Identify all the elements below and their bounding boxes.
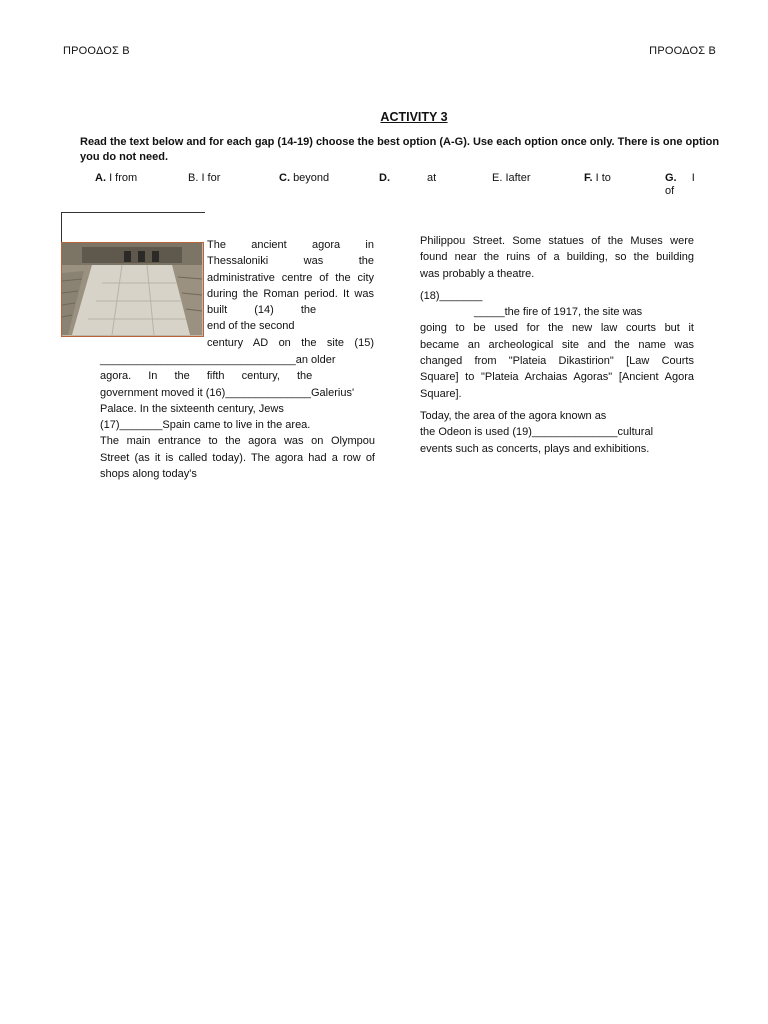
agora-illustration [62,243,202,335]
text-line: changed from "Plateia Dikastirion" [Law Courts [420,355,694,368]
header-left: ΠΡΟΟΔΟΣ Β [63,45,130,57]
option-a [95,172,137,185]
option-letter: F. [584,172,593,184]
text-line: became an archeological site and the name was [420,338,694,351]
paragraph [420,288,694,402]
text-line: government moved it (16)______________Galerius' [100,386,355,399]
text-line: found near the ruins of a building, so the building [420,251,694,264]
text-line: ________________________________an older [100,354,336,366]
option-text: E. Iafter [492,172,531,184]
text-line: The main entrance to the agora was on Olympou [100,435,375,448]
text-line: century AD on the site (15) [207,336,374,349]
option-g-continuation: of [665,185,675,197]
text-left-top [207,237,374,351]
text-line: going to be used for the new law courts but it [420,322,694,335]
option-text: I [691,172,695,184]
option-text: B. I for [188,172,221,184]
text-line: (17)_______Spain came to live in the area. [100,419,311,432]
option-letter: C. [279,172,290,184]
option-e [492,172,531,185]
instructions: Read the text below and for each gap (14-19) choose the best option (A-G). Use each option once only. There is one option you do not need. [80,136,720,163]
text-line: (18)_______ [420,289,483,302]
text-line: Square] to "Plateia Archaias Agoras" [Ancient Agora [420,371,694,384]
paragraph [420,233,694,282]
option-letter: A. [95,172,106,184]
text-line: Street (as it is called today). The agora had a row of [100,451,375,464]
text-line: _____the fire of 1917, the site was [474,306,643,319]
paragraph [420,408,694,457]
text-line: Thessaloniki was the [207,255,374,268]
text-line: end of the second [207,320,295,333]
text-line: built (14) the [207,304,317,317]
option-text: I from [109,172,138,184]
text-line: shops along today's [100,468,197,481]
option-text: beyond [293,172,330,184]
text-right [420,233,694,463]
option-d-text: at [427,172,437,184]
option-c [279,172,329,185]
text-line: agora. In the fifth century, the [100,370,313,383]
option-g [665,172,695,185]
option-d-letter: D. [379,172,390,184]
text-line: during the Roman period. It was [207,287,374,300]
text-line: administrative centre of the city [207,271,374,284]
text-line: Today, the area of the agora known as [420,409,607,422]
text-line: the Odeon is used (19)______________cultural [420,426,654,439]
frame-line-left [61,212,62,244]
text-line: was probably a theatre. [420,267,535,280]
text-line: Philippou Street. Some statues of the Muses were [420,235,694,247]
frame-line-top [61,212,205,213]
option-text: I to [595,172,611,184]
text-line: The ancient agora in [207,239,374,251]
header-right: ΠΡΟΟΔΟΣ Β [649,45,716,57]
text-line: Square]. [420,387,462,400]
agora-photo [61,242,204,337]
text-line: Palace. In the sixteenth century, Jews [100,402,284,415]
option-b [188,172,220,185]
text-left-bottom [100,352,375,482]
text-line: events such as concerts, plays and exhibitions. [420,442,650,455]
option-f [584,172,611,185]
activity-title: ACTIVITY 3 [380,110,448,124]
option-letter: G. [665,172,677,184]
